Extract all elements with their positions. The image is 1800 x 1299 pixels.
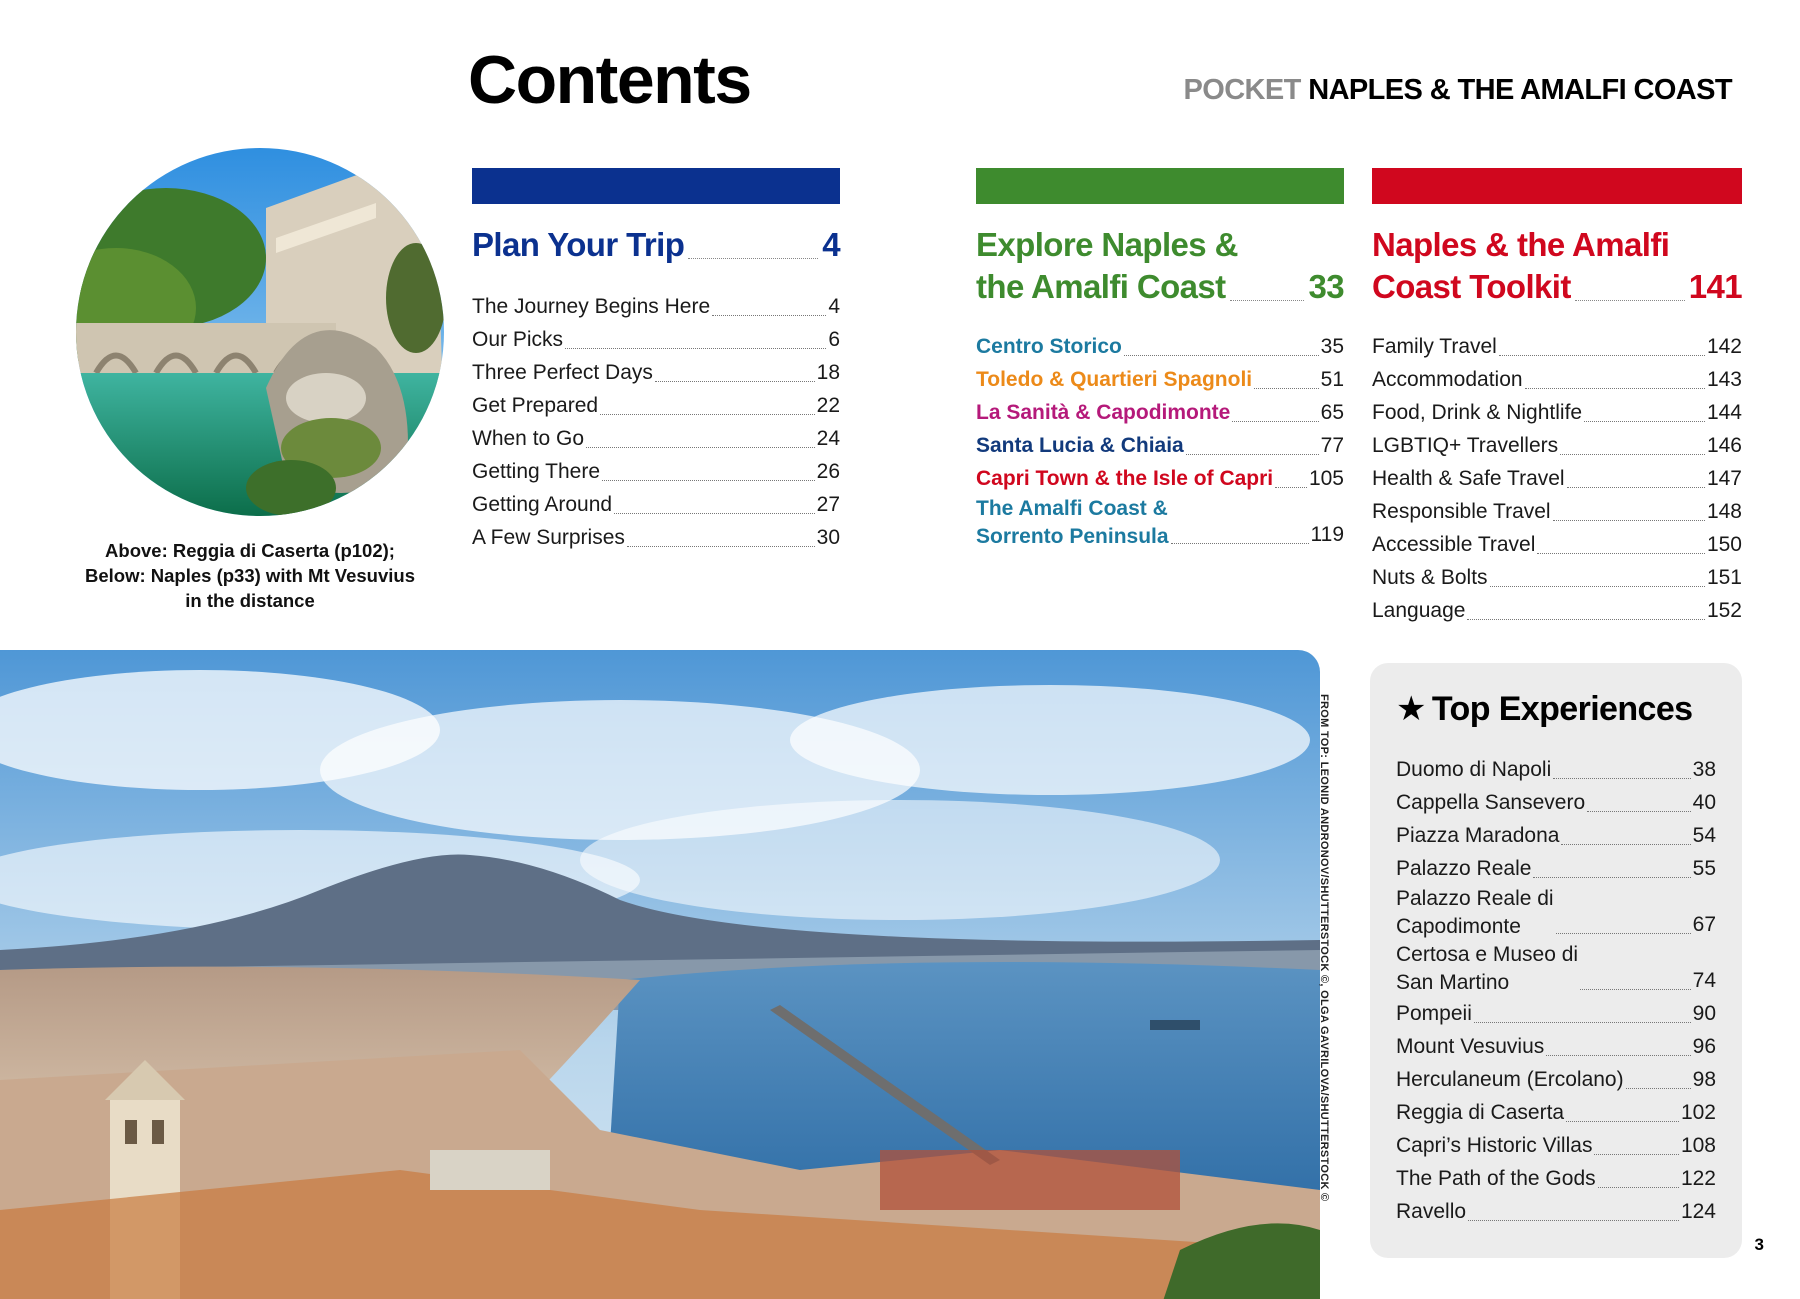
toc-entry-label: Piazza Maradona bbox=[1396, 824, 1560, 847]
leader-dots bbox=[1171, 543, 1309, 544]
toc-entry-page: 142 bbox=[1706, 335, 1742, 358]
toc-entry-label: The Path of the Gods bbox=[1396, 1167, 1596, 1190]
toc-entry-label: Responsible Travel bbox=[1372, 500, 1551, 523]
toc-entry-page: 108 bbox=[1680, 1134, 1716, 1157]
leader-dots bbox=[1626, 1088, 1691, 1089]
page-number: 3 bbox=[1754, 1235, 1764, 1254]
section-plan-your-trip bbox=[472, 168, 840, 554]
main-photo-naples-vesuvius bbox=[0, 650, 1320, 1299]
toc-entry[interactable] bbox=[976, 330, 1344, 363]
toc-entry-page: 122 bbox=[1680, 1167, 1716, 1190]
section-heading[interactable] bbox=[472, 224, 840, 266]
toc-entry-label-line: Certosa e Museo di bbox=[1396, 943, 1579, 966]
leader-dots bbox=[1587, 811, 1691, 812]
leader-dots bbox=[1561, 844, 1690, 845]
toc-entry-page: 74 bbox=[1692, 969, 1716, 992]
toc-entry-label: Herculaneum (Ercolano) bbox=[1396, 1068, 1624, 1091]
toc-entry-page: 38 bbox=[1692, 758, 1716, 781]
toc-entry-page: 90 bbox=[1692, 1002, 1716, 1025]
leader-dots bbox=[1598, 1187, 1679, 1188]
leader-dots bbox=[565, 348, 826, 349]
toc-entry[interactable] bbox=[976, 429, 1344, 462]
caption-line: in the distance bbox=[185, 590, 315, 611]
leader-dots bbox=[1584, 421, 1705, 422]
toc-entry-page: 150 bbox=[1706, 533, 1742, 556]
toc-entry-page: 30 bbox=[816, 526, 840, 549]
toc-entry-label: Toledo & Quartieri Spagnoli bbox=[976, 368, 1253, 391]
leader-dots bbox=[627, 546, 815, 547]
toc-entry-label-line: Palazzo Reale di bbox=[1396, 887, 1554, 910]
caption-line: Above: Reggia di Caserta (p102); bbox=[105, 540, 395, 561]
toc-entry-label: Food, Drink & Nightlife bbox=[1372, 401, 1583, 424]
leader-dots bbox=[1553, 520, 1705, 521]
toc-entry-label-line: San Martino bbox=[1396, 971, 1510, 994]
toc-entry[interactable] bbox=[1372, 429, 1742, 462]
toc-entry[interactable] bbox=[1396, 997, 1716, 1030]
toc-entry-label: When to Go bbox=[472, 427, 585, 450]
leader-dots bbox=[1232, 421, 1318, 422]
leader-dots bbox=[1230, 300, 1305, 301]
leader-dots bbox=[1490, 586, 1705, 587]
circle-photo-reggia-di-caserta bbox=[76, 148, 444, 516]
section-toolkit bbox=[1372, 168, 1742, 627]
toc-entry[interactable] bbox=[472, 290, 840, 323]
toc-entry[interactable] bbox=[1396, 786, 1716, 819]
toc-entry[interactable] bbox=[976, 363, 1344, 396]
toc-entry[interactable] bbox=[1396, 1096, 1716, 1129]
leader-dots bbox=[1567, 487, 1705, 488]
section-page-number: 141 bbox=[1688, 268, 1742, 305]
section-title-line: Coast Toolkit bbox=[1372, 268, 1571, 305]
toc-entry[interactable] bbox=[976, 462, 1344, 495]
toc-entry[interactable] bbox=[472, 422, 840, 455]
leader-dots bbox=[1468, 1220, 1679, 1221]
toc-entry-page: 24 bbox=[816, 427, 840, 450]
toc-entry[interactable] bbox=[1372, 594, 1742, 627]
toc-entry-page: 102 bbox=[1680, 1101, 1716, 1124]
section-title-line: Explore Naples & bbox=[976, 226, 1238, 263]
toc-entry-label: Reggia di Caserta bbox=[1396, 1101, 1565, 1124]
toc-entry[interactable] bbox=[1396, 852, 1716, 885]
caption-line: Below: Naples (p33) with Mt Vesuvius bbox=[85, 565, 415, 586]
section-heading[interactable] bbox=[1372, 224, 1742, 308]
toc-entry-page: 124 bbox=[1680, 1200, 1716, 1223]
toc-entry-page: 143 bbox=[1706, 368, 1742, 391]
toc-entry-label: Palazzo Reale bbox=[1396, 857, 1532, 880]
series-name: NAPLES & THE AMALFI COAST bbox=[1308, 74, 1732, 106]
leader-dots bbox=[712, 315, 826, 316]
toc-entry-page: 4 bbox=[828, 295, 840, 318]
leader-dots bbox=[1474, 1022, 1691, 1023]
toc-entry-label-line: Sorrento Peninsula bbox=[976, 525, 1169, 548]
toc-entry-label: LGBTIQ+ Travellers bbox=[1372, 434, 1559, 457]
toc-entry[interactable] bbox=[472, 323, 840, 356]
toc-entry-label: Get Prepared bbox=[472, 394, 599, 417]
top-experiences-title: Top Experiences bbox=[1431, 690, 1693, 728]
toc-entry-page: 148 bbox=[1706, 500, 1742, 523]
toc-entry-page: 40 bbox=[1692, 791, 1716, 814]
toc-entry-label: Getting Around bbox=[472, 493, 613, 516]
series-prefix: POCKET bbox=[1183, 74, 1301, 106]
toc-entry-label: Accommodation bbox=[1372, 368, 1523, 391]
top-experiences-list bbox=[1396, 753, 1716, 1228]
toc-entry[interactable] bbox=[1396, 1129, 1716, 1162]
toc-entry[interactable] bbox=[1396, 753, 1716, 786]
toc-entry-label: Centro Storico bbox=[976, 335, 1122, 358]
leader-dots bbox=[614, 513, 815, 514]
top-experiences-heading bbox=[1396, 689, 1716, 729]
toc-entry-label: Health & Safe Travel bbox=[1372, 467, 1565, 490]
leader-dots bbox=[1537, 553, 1705, 554]
naples-panorama-illustration bbox=[0, 650, 1320, 1299]
toc-entry-page: 26 bbox=[816, 460, 840, 483]
series-title bbox=[1184, 76, 1732, 105]
toc-entry-label: Capri’s Historic Villas bbox=[1396, 1134, 1593, 1157]
toc-entry-page: 18 bbox=[816, 361, 840, 384]
toc-entry[interactable] bbox=[1372, 462, 1742, 495]
leader-dots bbox=[1575, 300, 1685, 301]
toc-entry-label: Pompeii bbox=[1396, 1002, 1472, 1025]
toc-entry-label: Santa Lucia & Chiaia bbox=[976, 434, 1184, 457]
toc-entry-page: 51 bbox=[1320, 368, 1344, 391]
toc-entry[interactable] bbox=[1396, 941, 1716, 997]
toc-entry-page: 146 bbox=[1706, 434, 1742, 457]
section-color-bar bbox=[976, 168, 1344, 204]
leader-dots bbox=[1499, 355, 1705, 356]
toc-entry-label: A Few Surprises bbox=[472, 526, 625, 549]
toc-entry[interactable] bbox=[1372, 495, 1742, 528]
toc-entry-page: 105 bbox=[1308, 467, 1344, 490]
toc-entry-label: Our Picks bbox=[472, 328, 564, 351]
toc-entry-label: Getting There bbox=[472, 460, 601, 483]
leader-dots bbox=[688, 258, 818, 259]
page-title: Contents bbox=[468, 42, 751, 118]
toc-entry-page: 147 bbox=[1706, 467, 1742, 490]
photo-credit-text: FROM TOP: LEONID ANDRONOV/SHUTTERSTOCK ©, OLGA GAVRILOVA/SHUTTERSTOCK © bbox=[1318, 694, 1330, 1202]
toc-entry-label: Family Travel bbox=[1372, 335, 1497, 358]
toolkit-toc-list bbox=[1372, 330, 1742, 627]
toc-entry-page: 6 bbox=[828, 328, 840, 351]
plan-toc-list bbox=[472, 290, 840, 554]
toc-entry-label: Three Perfect Days bbox=[472, 361, 653, 384]
reggia-photo-illustration bbox=[76, 148, 444, 516]
section-title-line: the Amalfi Coast bbox=[976, 268, 1226, 305]
circle-photo-caption bbox=[60, 538, 440, 613]
section-title-line: Naples & the Amalfi bbox=[1372, 226, 1670, 263]
photo-credit bbox=[1316, 694, 1334, 1204]
leader-dots bbox=[1580, 989, 1691, 990]
leader-dots bbox=[1467, 619, 1705, 620]
toc-entry-page: 151 bbox=[1706, 566, 1742, 589]
toc-entry-page: 144 bbox=[1706, 401, 1742, 424]
toc-entry-page: 96 bbox=[1692, 1035, 1716, 1058]
toc-entry[interactable] bbox=[1396, 1162, 1716, 1195]
toc-entry[interactable] bbox=[1372, 396, 1742, 429]
section-page-number: 4 bbox=[822, 226, 840, 263]
star-icon: ★ bbox=[1396, 690, 1426, 728]
leader-dots bbox=[602, 480, 815, 481]
toc-entry-label: Cappella Sansevero bbox=[1396, 791, 1586, 814]
leader-dots bbox=[1546, 1055, 1690, 1056]
section-color-bar bbox=[1372, 168, 1742, 204]
toc-entry[interactable] bbox=[1372, 330, 1742, 363]
leader-dots bbox=[1124, 355, 1319, 356]
leader-dots bbox=[655, 381, 815, 382]
toc-entry-page: 55 bbox=[1692, 857, 1716, 880]
toc-entry-label: Accessible Travel bbox=[1372, 533, 1536, 556]
toc-entry-page: 67 bbox=[1692, 913, 1716, 936]
toc-entry-page: 54 bbox=[1692, 824, 1716, 847]
toc-entry-label: Ravello bbox=[1396, 1200, 1467, 1223]
toc-entry[interactable] bbox=[472, 356, 840, 389]
toc-entry[interactable] bbox=[1396, 1063, 1716, 1096]
toc-entry-page: 65 bbox=[1320, 401, 1344, 424]
toc-entry-label bbox=[1396, 941, 1578, 997]
toc-entry[interactable] bbox=[1396, 819, 1716, 852]
section-heading[interactable] bbox=[976, 224, 1344, 308]
toc-entry-page: 35 bbox=[1320, 335, 1344, 358]
toc-entry[interactable] bbox=[976, 396, 1344, 429]
toc-entry-page: 152 bbox=[1706, 599, 1742, 622]
leader-dots bbox=[1533, 877, 1690, 878]
toc-entry[interactable] bbox=[1396, 1195, 1716, 1228]
leader-dots bbox=[1275, 487, 1307, 488]
toc-entry[interactable] bbox=[1396, 1030, 1716, 1063]
toc-entry-label: Nuts & Bolts bbox=[1372, 566, 1488, 589]
toc-entry[interactable] bbox=[1372, 528, 1742, 561]
toc-entry-label: Duomo di Napoli bbox=[1396, 758, 1552, 781]
toc-entry[interactable] bbox=[472, 455, 840, 488]
toc-entry-page: 27 bbox=[816, 493, 840, 516]
section-color-bar bbox=[472, 168, 840, 204]
leader-dots bbox=[586, 447, 815, 448]
toc-entry-page: 119 bbox=[1310, 523, 1344, 546]
toc-entry-label-line: The Amalfi Coast & bbox=[976, 497, 1168, 520]
toc-entry-page: 98 bbox=[1692, 1068, 1716, 1091]
toc-entry[interactable] bbox=[472, 389, 840, 422]
toc-entry-label: Language bbox=[1372, 599, 1466, 622]
leader-dots bbox=[1566, 1121, 1679, 1122]
toc-entry-label: The Journey Begins Here bbox=[472, 295, 711, 318]
toc-entry[interactable] bbox=[472, 488, 840, 521]
toc-entry[interactable] bbox=[1372, 363, 1742, 396]
toc-entry-label: Mount Vesuvius bbox=[1396, 1035, 1545, 1058]
toc-entry[interactable] bbox=[976, 495, 1344, 551]
toc-entry[interactable] bbox=[1396, 885, 1716, 941]
toc-entry-label: Capri Town & the Isle of Capri bbox=[976, 467, 1274, 490]
leader-dots bbox=[1556, 933, 1691, 934]
leader-dots bbox=[1560, 454, 1705, 455]
section-explore bbox=[976, 168, 1344, 551]
leader-dots bbox=[1594, 1154, 1679, 1155]
toc-entry-label: La Sanità & Capodimonte bbox=[976, 401, 1231, 424]
toc-entry[interactable] bbox=[472, 521, 840, 554]
leader-dots bbox=[1525, 388, 1705, 389]
toc-entry-page: 22 bbox=[816, 394, 840, 417]
toc-entry-page: 77 bbox=[1320, 434, 1344, 457]
leader-dots bbox=[1254, 388, 1319, 389]
explore-toc-list bbox=[976, 330, 1344, 551]
top-experiences-box bbox=[1370, 663, 1742, 1258]
toc-entry[interactable] bbox=[1372, 561, 1742, 594]
leader-dots bbox=[600, 414, 815, 415]
toc-entry-label bbox=[976, 495, 1169, 551]
leader-dots bbox=[1553, 778, 1690, 779]
section-page-number: 33 bbox=[1308, 268, 1344, 305]
toc-entry-label-line: Capodimonte bbox=[1396, 915, 1521, 938]
toc-entry-label bbox=[1396, 885, 1554, 941]
section-title: Plan Your Trip bbox=[472, 226, 685, 263]
leader-dots bbox=[1186, 454, 1319, 455]
